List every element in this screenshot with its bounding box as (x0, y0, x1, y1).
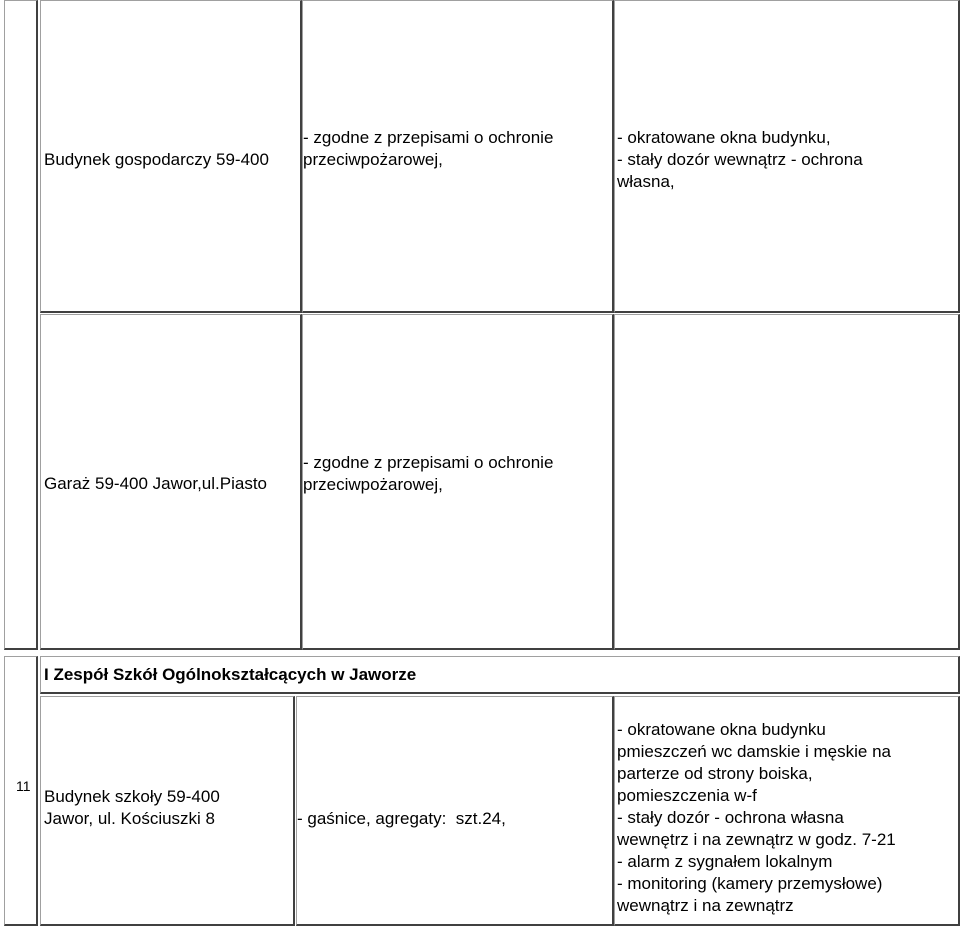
row2-fire-safety: - zgodne z przepisami o ochronie przeciwpożarowej, (303, 453, 554, 494)
row1-object-cell (40, 0, 302, 313)
row1-security: - okratowane okna budynku, - stały dozór wewnątrz - ochrona własna, (617, 128, 863, 191)
row2-object: Garaż 59-400 Jawor,ul.Piasto (44, 474, 268, 493)
row3-fire-safety: - gaśnice, agregaty: szt.24, (297, 809, 506, 828)
row2-security-cell (614, 314, 960, 650)
row3-object: Budynek szkoły 59-400 Jawor, ul. Kościuszki 8 (44, 787, 220, 828)
row1-fire-cell (302, 0, 614, 313)
row2-object-cell (40, 314, 302, 650)
section-title: I Zespół Szkół Ogólnokształcących w Jaworze (44, 665, 417, 684)
row3-fire-cell (296, 696, 614, 926)
row2-fire-cell (302, 314, 614, 650)
section-title-cell (40, 656, 960, 694)
row3-security: - okratowane okna budynku pmieszczeń wc damskie i męskie na parterze od strony boiska, pomieszczenia w-f - stały dozór - ochrona własna wewnętrz i na zewnątrz w godz. 7-21 - alarm z sygnałem lokalnym - monitoring (kamery przemysłowe) wewnątrz i na zewnątrz (617, 720, 896, 915)
row3-security-cell (614, 696, 960, 926)
row1-security-cell (614, 0, 960, 313)
section-number: 11 (16, 778, 31, 794)
row1-object: Budynek gospodarczy 59-400 (44, 150, 269, 169)
row1-fire-safety: - zgodne z przepisami o ochronie przeciwpożarowej, (303, 128, 554, 169)
row3-object-cell (40, 696, 295, 926)
outer-left-border (4, 0, 38, 650)
